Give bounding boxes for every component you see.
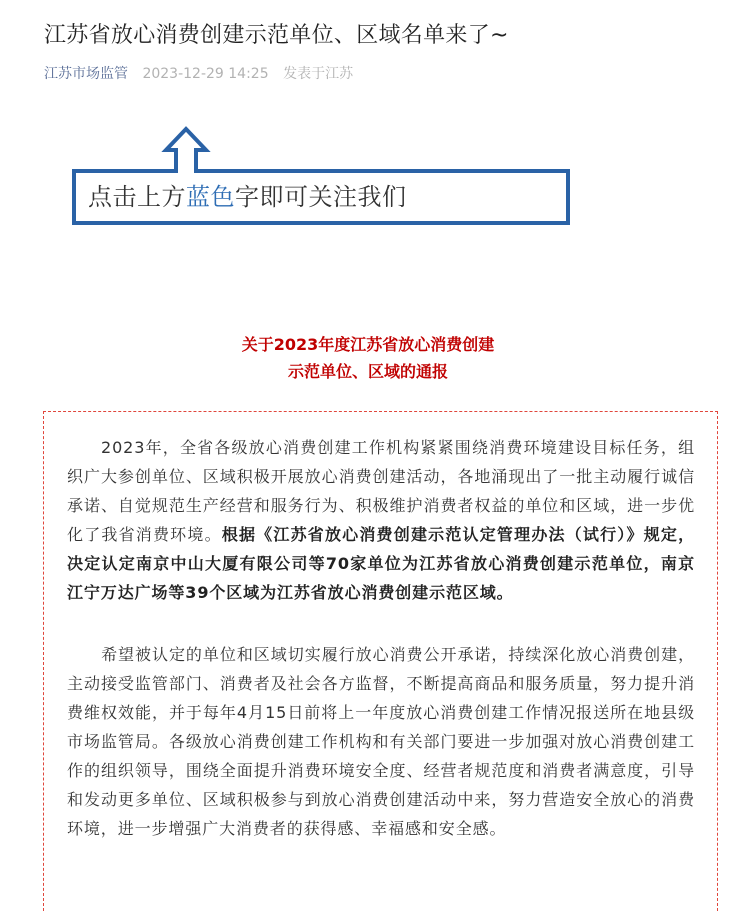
notice-title bbox=[0, 331, 736, 385]
banner-text-blue: 蓝色 bbox=[186, 183, 235, 211]
article-meta bbox=[44, 64, 353, 84]
notice-paragraph-1 bbox=[67, 433, 695, 607]
banner-text-before: 点击上方 bbox=[88, 183, 186, 211]
article-title: 江苏省放心消费创建示范单位、区域名单来了~ bbox=[44, 23, 509, 48]
notice-title-line2: 示范单位、区域的通报 bbox=[287, 362, 448, 381]
paragraph-1-bold-text: 根据《江苏省放心消费创建示范认定管理办法（试行）》规定，决定认定南京中山大厦有限公司等70家单位为江苏省放心消费创建示范单位，南京江宁万达广场等39个区域为江苏省放心消费创建示范区域。 bbox=[67, 525, 695, 602]
publish-time: 2023-12-29 14:25 bbox=[142, 66, 269, 82]
notice-title-line1: 关于2023年度江苏省放心消费创建 bbox=[241, 335, 495, 354]
publish-location: 发表于江苏 bbox=[283, 66, 354, 82]
paragraph-2-text: 希望被认定的单位和区域切实履行放心消费公开承诺，持续深化放心消费创建，主动接受监管部门、消费者及社会各方监督，不断提高商品和服务质量，努力提升消费维权效能，并于每年4月15日前将上一年度放心消费创建工作情况报送所在地县级市场监管局。各级放心消费创建工作机构和有关部门要进一步加强对放心消费创建工作的组织领导，围绕全面提升消费环境安全度、经营者规范度和消费者满意度，引导和发动更多单位、区域积极参与到放心消费创建活动中来，努力营造安全放心的消费环境，进一步增强广大消费者的获得感、幸福感和安全感。 bbox=[67, 645, 695, 838]
account-name-link[interactable]: 江苏市场监管 bbox=[44, 66, 128, 82]
banner-text-after: 字即可关注我们 bbox=[235, 183, 407, 211]
notice-paragraph-2 bbox=[67, 640, 695, 843]
paragraph-1-text: 2023年，全省各级放心消费创建工作机构紧紧围绕消费环境建设目标任务，组织广大参创单位、区域积极开展放心消费创建活动，各地涌现出了一批主动履行诚信承诺、自觉规范生产经营和服务行为、积极维护消费者权益的单位和区域，进一步优化了我省消费环境。 bbox=[67, 438, 695, 544]
follow-banner-text bbox=[88, 180, 407, 214]
arrow-up-icon bbox=[68, 124, 578, 230]
